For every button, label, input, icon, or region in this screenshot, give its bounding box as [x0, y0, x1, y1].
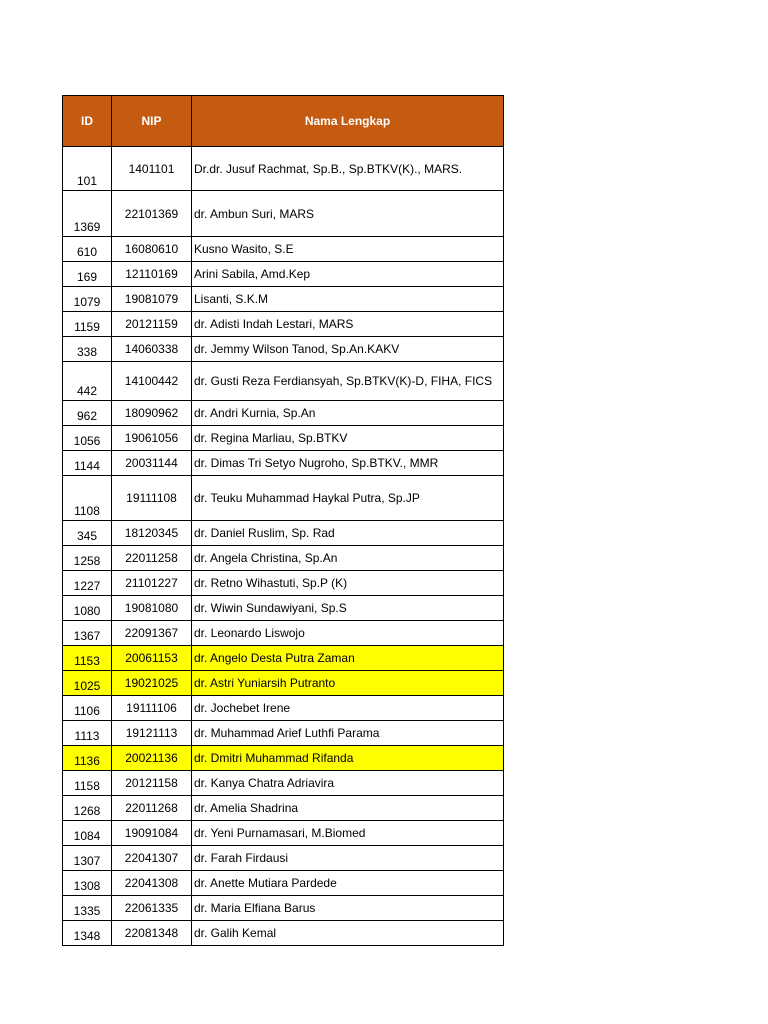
- cell-name: Kusno Wasito, S.E: [192, 237, 504, 262]
- cell-nip: 19061056: [112, 426, 192, 451]
- cell-nip: 19081080: [112, 596, 192, 621]
- cell-id: 1227: [63, 571, 112, 596]
- cell-name: dr. Muhammad Arief Luthfi Parama: [192, 721, 504, 746]
- table-row: [63, 451, 504, 476]
- cell-name: dr. Kanya Chatra Adriavira: [192, 771, 504, 796]
- cell-name: dr. Adisti Indah Lestari, MARS: [192, 312, 504, 337]
- cell-id: 1348: [63, 921, 112, 946]
- header-id: ID: [63, 96, 112, 147]
- cell-id: 1308: [63, 871, 112, 896]
- cell-name: dr. Dmitri Muhammad Rifanda: [192, 746, 504, 771]
- cell-nip: 20021136: [112, 746, 192, 771]
- cell-id: 1307: [63, 846, 112, 871]
- cell-id: 1108: [63, 476, 112, 521]
- table-row: [63, 337, 504, 362]
- table-row: [63, 426, 504, 451]
- table-row: [63, 821, 504, 846]
- cell-name: dr. Amelia Shadrina: [192, 796, 504, 821]
- table-row: [63, 846, 504, 871]
- cell-nip: 12110169: [112, 262, 192, 287]
- cell-name: dr. Ambun Suri, MARS: [192, 191, 504, 237]
- table-row: [63, 521, 504, 546]
- cell-name: Dr.dr. Jusuf Rachmat, Sp.B., Sp.BTKV(K)., MARS.: [192, 147, 504, 191]
- cell-nip: 20121158: [112, 771, 192, 796]
- cell-id: 1158: [63, 771, 112, 796]
- cell-name: dr. Wiwin Sundawiyani, Sp.S: [192, 596, 504, 621]
- table-body: [63, 147, 504, 946]
- cell-id: 1113: [63, 721, 112, 746]
- cell-nip: 22101369: [112, 191, 192, 237]
- cell-nip: 18120345: [112, 521, 192, 546]
- cell-id: 442: [63, 362, 112, 401]
- cell-id: 1106: [63, 696, 112, 721]
- table-row: [63, 721, 504, 746]
- cell-name: dr. Anette Mutiara Pardede: [192, 871, 504, 896]
- cell-name: dr. Jochebet Irene: [192, 696, 504, 721]
- table-row: [63, 646, 504, 671]
- cell-id: 101: [63, 147, 112, 191]
- cell-nip: 22011258: [112, 546, 192, 571]
- cell-id: 1268: [63, 796, 112, 821]
- cell-nip: 20121159: [112, 312, 192, 337]
- table-row: [63, 746, 504, 771]
- table-row: [63, 696, 504, 721]
- cell-nip: 19091084: [112, 821, 192, 846]
- cell-name: dr. Andri Kurnia, Sp.An: [192, 401, 504, 426]
- cell-id: 338: [63, 337, 112, 362]
- table-row: [63, 921, 504, 946]
- table-row: [63, 571, 504, 596]
- cell-name: dr. Angelo Desta Putra Zaman: [192, 646, 504, 671]
- cell-id: 610: [63, 237, 112, 262]
- cell-nip: 14100442: [112, 362, 192, 401]
- cell-id: 1144: [63, 451, 112, 476]
- table-row: [63, 476, 504, 521]
- cell-nip: 22041307: [112, 846, 192, 871]
- cell-nip: 19121113: [112, 721, 192, 746]
- cell-id: 169: [63, 262, 112, 287]
- cell-nip: 22061335: [112, 896, 192, 921]
- table-row: [63, 621, 504, 646]
- cell-name: dr. Astri Yuniarsih Putranto: [192, 671, 504, 696]
- cell-id: 1136: [63, 746, 112, 771]
- cell-id: 962: [63, 401, 112, 426]
- table-row: [63, 401, 504, 426]
- cell-nip: 14060338: [112, 337, 192, 362]
- cell-nip: 22081348: [112, 921, 192, 946]
- cell-nip: 1401101: [112, 147, 192, 191]
- cell-name: dr. Angela Christina, Sp.An: [192, 546, 504, 571]
- cell-nip: 19081079: [112, 287, 192, 312]
- cell-nip: 19111108: [112, 476, 192, 521]
- table-row: [63, 237, 504, 262]
- table-row: [63, 147, 504, 191]
- cell-nip: 19111106: [112, 696, 192, 721]
- table-row: [63, 287, 504, 312]
- cell-id: 1159: [63, 312, 112, 337]
- cell-name: dr. Galih Kemal: [192, 921, 504, 946]
- cell-id: 1369: [63, 191, 112, 237]
- table-header: [63, 96, 504, 147]
- cell-nip: 16080610: [112, 237, 192, 262]
- cell-name: dr. Teuku Muhammad Haykal Putra, Sp.JP: [192, 476, 504, 521]
- cell-id: 1084: [63, 821, 112, 846]
- table-row: [63, 796, 504, 821]
- header-nip: NIP: [112, 96, 192, 147]
- cell-name: dr. Gusti Reza Ferdiansyah, Sp.BTKV(K)-D, FIHA, FICS: [192, 362, 504, 401]
- cell-nip: 22041308: [112, 871, 192, 896]
- cell-name: Lisanti, S.K.M: [192, 287, 504, 312]
- cell-id: 1025: [63, 671, 112, 696]
- cell-nip: 19021025: [112, 671, 192, 696]
- cell-name: Arini Sabila, Amd.Kep: [192, 262, 504, 287]
- cell-name: dr. Yeni Purnamasari, M.Biomed: [192, 821, 504, 846]
- table-row: [63, 312, 504, 337]
- cell-name: dr. Leonardo Liswojo: [192, 621, 504, 646]
- cell-name: dr. Maria Elfiana Barus: [192, 896, 504, 921]
- cell-id: 1080: [63, 596, 112, 621]
- cell-name: dr. Regina Marliau, Sp.BTKV: [192, 426, 504, 451]
- cell-id: 1056: [63, 426, 112, 451]
- cell-name: dr. Dimas Tri Setyo Nugroho, Sp.BTKV., MMR: [192, 451, 504, 476]
- cell-name: dr. Daniel Ruslim, Sp. Rad: [192, 521, 504, 546]
- cell-id: 345: [63, 521, 112, 546]
- cell-id: 1367: [63, 621, 112, 646]
- cell-nip: 20061153: [112, 646, 192, 671]
- cell-id: 1335: [63, 896, 112, 921]
- table-row: [63, 596, 504, 621]
- cell-name: dr. Farah Firdausi: [192, 846, 504, 871]
- employee-table: [62, 95, 504, 946]
- table-row: [63, 896, 504, 921]
- cell-id: 1079: [63, 287, 112, 312]
- cell-name: dr. Retno Wihastuti, Sp.P (K): [192, 571, 504, 596]
- table-row: [63, 546, 504, 571]
- cell-id: 1153: [63, 646, 112, 671]
- table-row: [63, 771, 504, 796]
- header-name: Nama Lengkap: [192, 96, 504, 147]
- cell-name: dr. Jemmy Wilson Tanod, Sp.An.KAKV: [192, 337, 504, 362]
- cell-nip: 22091367: [112, 621, 192, 646]
- table-row: [63, 871, 504, 896]
- table-row: [63, 191, 504, 237]
- cell-nip: 18090962: [112, 401, 192, 426]
- cell-id: 1258: [63, 546, 112, 571]
- header-row: [63, 96, 504, 147]
- cell-nip: 22011268: [112, 796, 192, 821]
- cell-nip: 21101227: [112, 571, 192, 596]
- table-row: [63, 362, 504, 401]
- cell-nip: 20031144: [112, 451, 192, 476]
- table-row: [63, 671, 504, 696]
- table-row: [63, 262, 504, 287]
